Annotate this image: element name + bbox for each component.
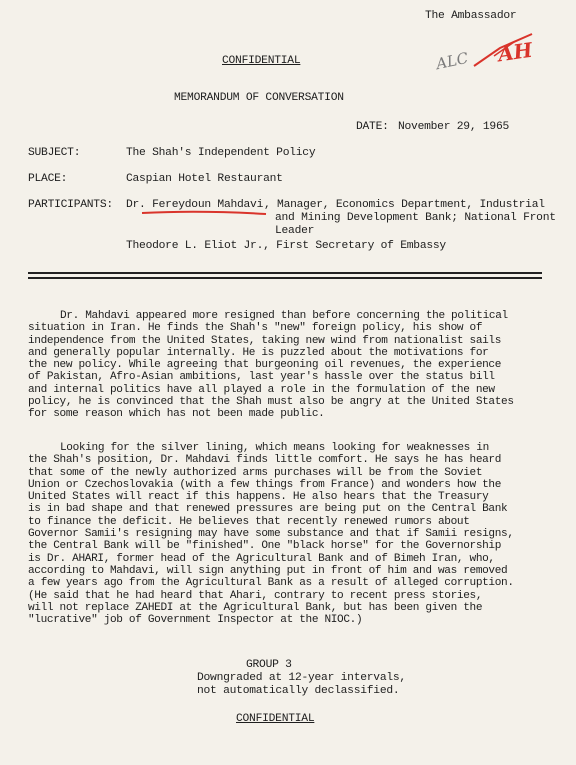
handwritten-initials: ALC [434, 48, 470, 74]
doc-title: MEMORANDUM OF CONVERSATION [174, 92, 344, 104]
classification-top: CONFIDENTIAL [222, 55, 301, 67]
downgrade-line2: not automatically declassified. [197, 685, 400, 697]
place-value: Caspian Hotel Restaurant [126, 173, 283, 185]
classification-bottom: CONFIDENTIAL [236, 713, 315, 725]
participant1-desc-line3: Leader [275, 225, 315, 237]
addressee-line: The Ambassador [425, 10, 517, 22]
date-label: DATE: [356, 121, 389, 133]
subject-value: The Shah's Independent Policy [126, 147, 316, 159]
downgrade-line1: Downgraded at 12-year intervals, [197, 672, 406, 684]
place-label: PLACE: [28, 173, 68, 185]
date-value: November 29, 1965 [398, 121, 509, 133]
participant2: Theodore L. Eliot Jr., First Secretary of Embassy [126, 240, 446, 252]
red-checkmark-scribble [470, 26, 540, 76]
divider-rule-top [28, 272, 542, 274]
participant1-name: Dr. Fereydoun Mahdavi [126, 199, 264, 211]
handwritten-red-initials: AH [496, 37, 534, 67]
participant1-desc-line2: and Mining Development Bank; National Front [275, 212, 556, 224]
participants-label: PARTICIPANTS: [28, 199, 113, 211]
group-label: GROUP 3 [246, 659, 292, 671]
subject-label: SUBJECT: [28, 147, 81, 159]
body-paragraph-1: Dr. Mahdavi appeared more resigned than before concerning the political situation in Iran. He finds the Shah's "new" foreign policy, his show of independence from the United States, taking new wind from nationalist sails and generally popular internally. He is puzzled about the motivations for the new policy. While agreeing that burgeoning oil revenues, the experience of Pakistan, Afro-Asian ambitions, last year's hassle over the status bill and internal politics have all played a role in the formulation of the new policy, he is convinced that the Shah must also be angry at the United States for some reason which has not been made public. [28, 310, 514, 421]
red-underline [140, 209, 270, 217]
body-paragraph-2: Looking for the silver lining, which means looking for weaknesses in the Shah's position, Dr. Mahdavi finds little comfort. He says he has heard that some of the newly authorized arms purchases will be from the Soviet Union or Czechoslovakia (with a few things from France) and wonders how the United States will react if this happens. He also hears that the Treasury is in bad shape and that renewed pressures are being put on the Central Bank to finance the deficit. He believes that recently renewed rumors about Governor Samii's resigning may have some substance and that if Samii resigns, the Central Bank will be "finished". One "black horse" for the Governorship is Dr. AHARI, former head of the Agricultural Bank and of Bimeh Iran, who, according to Mahdavi, will sign anything put in front of him and was removed a few years ago from the Agricultural Bank as a result of alleged corruption. (He said that he had heard that Ahari, contrary to recent press stories, will not replace ZAHEDI at the Agricultural Bank, but has been given the "lucrative" job of Government Inspector at the NIOC.) [28, 442, 514, 627]
participant1-desc-line1: , Manager, Economics Department, Industrial [264, 199, 545, 211]
divider-rule-bottom [28, 277, 542, 279]
